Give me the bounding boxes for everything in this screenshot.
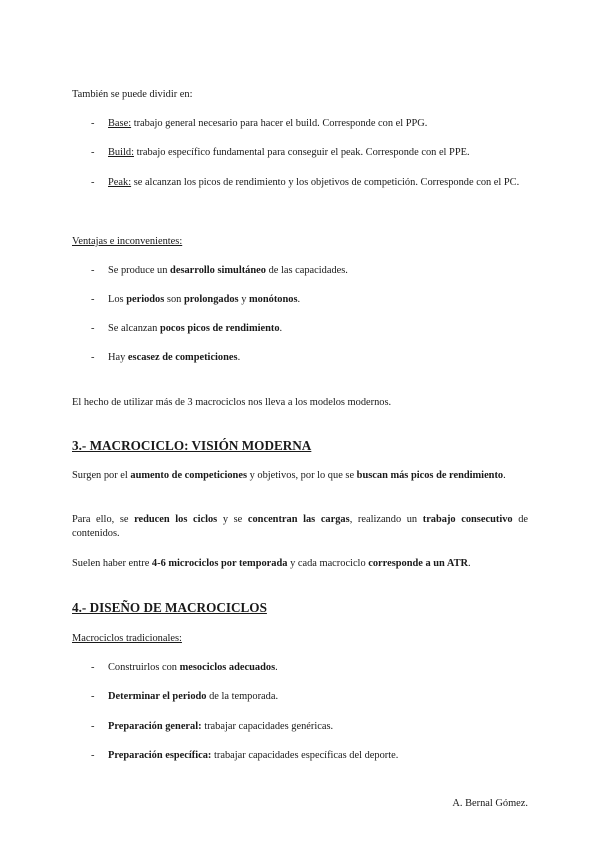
ventajas-title: Ventajas e inconvenientes: — [72, 236, 183, 247]
item-text: . — [237, 352, 241, 363]
bullet-dash: - — [91, 118, 95, 129]
item-bold: pocos picos de rendimiento — [159, 323, 280, 334]
phase-text: trabajo general necesario para hacer el build. Corresponde con el PPG. — [131, 118, 428, 129]
bullet-dash: - — [91, 265, 95, 276]
bullet-dash: - — [91, 721, 95, 732]
section-3-paragraph-2: Para ello, se reducen los ciclos y se concentran las cargas, realizando un trabajo consecutivo de contenidos. — [72, 514, 529, 539]
item-bold: desarrollo simultáneo — [170, 265, 266, 276]
bullet-dash: - — [91, 294, 95, 305]
intro-text: También se puede dividir en: — [72, 89, 193, 100]
item-bold: periodos — [126, 294, 165, 305]
phase-term: Peak: — [108, 177, 132, 188]
item-text: de las capacidades. — [265, 265, 348, 276]
item-text: Hay — [108, 352, 128, 363]
item-text: . — [279, 323, 283, 334]
modern-note: El hecho de utilizar más de 3 macrociclos nos lleva a los modelos modernos. — [72, 397, 392, 408]
author-footer: A. Bernal Gómez. — [452, 798, 528, 809]
item-text: Los — [108, 294, 127, 305]
item-bold: prolongados — [183, 294, 239, 305]
bullet-dash: - — [91, 323, 95, 334]
phase-term: Base: — [108, 118, 132, 129]
section-3-paragraph-1: Surgen por el aumento de competiciones y objetivos, por lo que se buscan más picos de rendimiento. — [72, 470, 506, 481]
bullet-dash: - — [91, 177, 95, 188]
item-text: son — [164, 294, 184, 305]
bullet-dash: - — [91, 691, 95, 702]
item-text: Se produce un — [108, 265, 171, 276]
section-3-paragraph-3: Suelen haber entre 4-6 microciclos por temporada y cada macrociclo corresponde a un ATR. — [72, 558, 471, 569]
item-bold: monótonos — [249, 294, 298, 305]
item-text: y — [238, 294, 249, 305]
section-3-heading: 3.- MACROCICLO: VISIÓN MODERNA — [72, 438, 312, 453]
item-text: . — [297, 294, 301, 305]
item-text: Se alcanzan — [108, 323, 160, 334]
section-4-subtitle: Macrociclos tradicionales: — [72, 633, 182, 644]
bullet-dash: - — [91, 662, 95, 673]
phase-text: trabajo específico fundamental para conseguir el peak. Corresponde con el PPE. — [133, 147, 470, 158]
bullet-dash: - — [91, 147, 95, 158]
bullet-dash: - — [91, 750, 95, 761]
bullet-dash: - — [91, 352, 95, 363]
section-4-heading: 4.- DISEÑO DE MACROCICLOS — [72, 600, 267, 615]
document-page: También se puede dividir en: - Base: trabajo general necesario para hacer el build. Corresponde con el PPG. - Build: trabajo específico fundamental para conseguir el peak. Corresponde con el PPE. - Peak: se alcanzan los picos de rendimiento y los objetivos de competición. Corresponde con el PC. Ventajas e inconvenientes: - Se produce un desarrollo simultáneo de las capacidades. - Los periodos son prolongados y monótonos. - Se alcanzan pocos picos de rendimiento. - Hay escasez de competiciones. El hecho de utilizar más de 3 macrociclos nos lleva a los modelos modernos. 3.- MACROCICLO: VISIÓN MODERNA Surgen por el aumento de competiciones y objetivos, por lo que se buscan más picos de rendimiento. Para ello, se reducen los ciclos y se concentran las cargas, realizando un trabajo consecutivo de contenidos. Suelen haber entre 4-6 microciclos por temporada y cada macrociclo corresponde a un ATR. 4.- DISEÑO DE MACROCICLOS Macrociclos tradicionales: - Construirlos con mesociclos adecuados. - Determinar el periodo de la temporada. - Preparación general: trabajar capacidades genéricas. - Preparación específica: trabajar capacidades específicas del deporte. A. Bernal Gómez. — [72, 89, 529, 809]
phase-text: se alcanzan los picos de rendimiento y los objetivos de competición. Corresponde con el PC. — [131, 177, 520, 188]
item-bold: escasez de competiciones — [127, 352, 238, 363]
phase-term: Build: — [108, 147, 134, 158]
